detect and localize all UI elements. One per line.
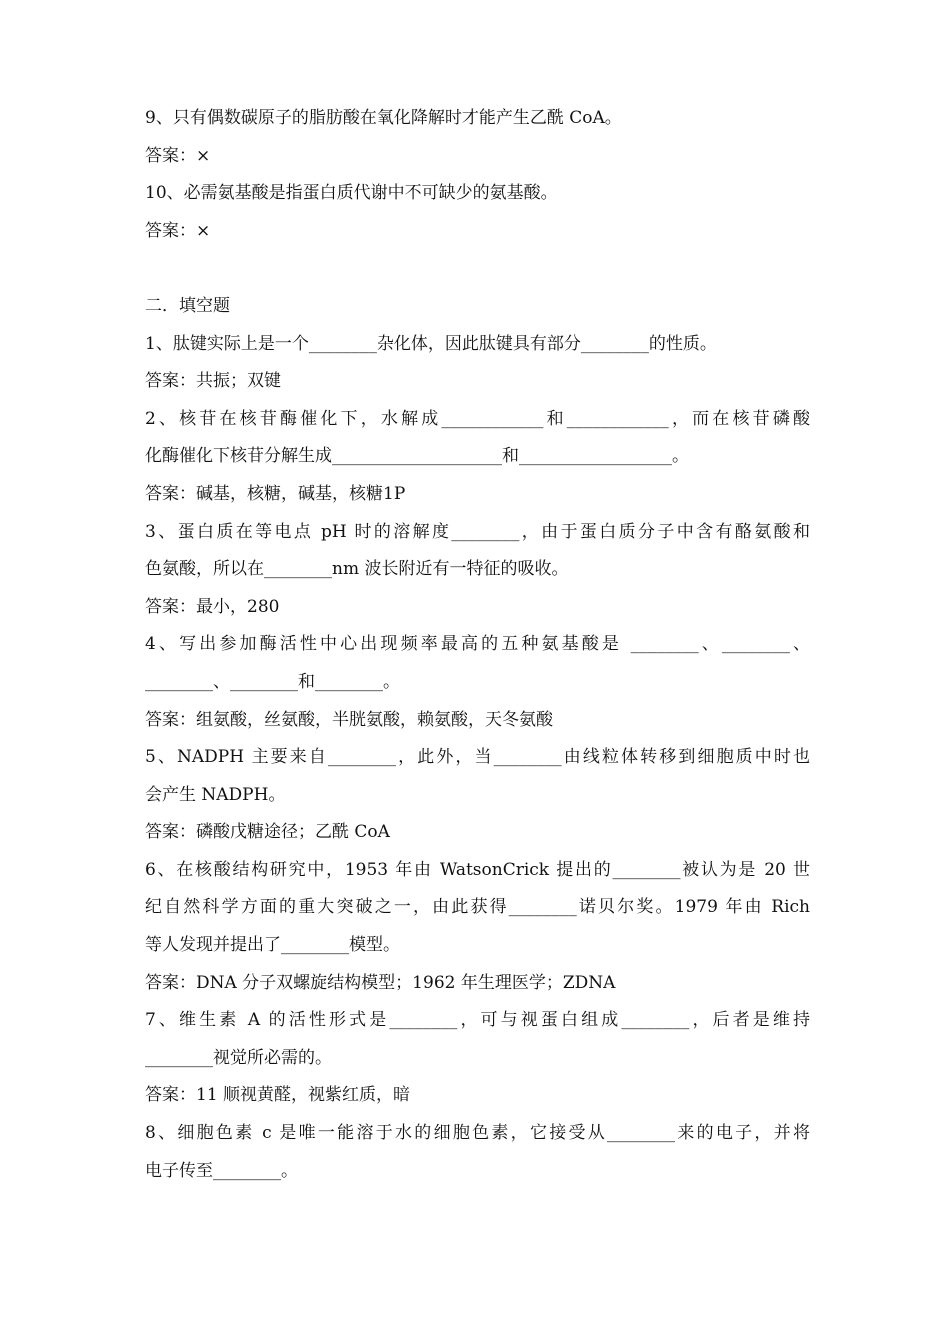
fill-question-5-line-1: 5、NADPH 主要来自________，此外，当________由线粒体转移到细胞质中时也	[145, 747, 810, 768]
section-spacer	[145, 250, 810, 288]
fill-question-8-line-1: 8、细胞色素 c 是唯一能溶于水的细胞色素，它接受从________来的电子，并将	[145, 1123, 810, 1144]
fill-question-4-line-1: 4、写出参加酶活性中心出现频率最高的五种氨基酸是 ________、________、	[145, 634, 810, 655]
fill-question-6-line-2: 纪自然科学方面的重大突破之一，由此获得________诺贝尔奖。1979 年由 Rich	[145, 897, 810, 918]
fill-answer-7: 答案：11 顺视黄醛，视紫红质，暗	[145, 1085, 411, 1106]
document-body	[145, 100, 810, 1190]
fill-question-3-line-2: 色氨酸，所以在________nm 波长附近有一特征的吸收。	[145, 559, 569, 580]
question-10: 10、必需氨基酸是指蛋白质代谢中不可缺少的氨基酸。	[145, 183, 558, 204]
fill-question-2-line-1: 2、核苷在核苷酶催化下，水解成____________和____________，而在核苷磷酸	[145, 408, 810, 429]
fill-question-6-line-1: 6、在核酸结构研究中，1953 年由 WatsonCrick 提出的________被认为是 20 世	[145, 859, 810, 880]
fill-question-3-line-1: 3、蛋白质在等电点 pH 时的溶解度________，由于蛋白质分子中含有酪氨酸和	[145, 521, 810, 542]
fill-question-8-line-2: 电子传至________。	[145, 1160, 298, 1181]
fill-answer-4: 答案：组氨酸，丝氨酸，半胱氨酸，赖氨酸，天冬氨酸	[145, 709, 553, 730]
fill-answer-5: 答案：磷酸戊糖途径；乙酰 CoA	[145, 822, 390, 843]
fill-answer-3: 答案：最小，280	[145, 596, 280, 617]
fill-answer-2: 答案：碱基，核糖，碱基，核糖1P	[145, 483, 406, 504]
answer-9: 答案：×	[145, 145, 211, 166]
fill-question-2-line-2: 化酶催化下核苷分解生成____________________和__________________。	[145, 446, 689, 467]
fill-question-7-line-1: 7、维生素 A 的活性形式是________，可与视蛋白组成________，后者是维持	[145, 1010, 810, 1031]
fill-question-6-line-3: 等人发现并提出了________模型。	[145, 935, 400, 956]
fill-question-1: 1、肽键实际上是一个________杂化体，因此肽键具有部分________的性质。	[145, 333, 717, 354]
fill-answer-6: 答案：DNA 分子双螺旋结构模型；1962 年生理医学；ZDNA	[145, 972, 616, 993]
fill-question-7-line-2: ________视觉所必需的。	[145, 1047, 332, 1068]
fill-question-5-line-2: 会产生 NADPH。	[145, 784, 286, 805]
fill-question-4-line-2: ________、________和________。	[145, 671, 400, 692]
answer-10: 答案：×	[145, 220, 211, 241]
fill-answer-1: 答案：共振；双键	[145, 371, 281, 392]
question-9: 9、只有偶数碳原子的脂肪酸在氧化降解时才能产生乙酰 CoA。	[145, 108, 622, 128]
section-heading: 二．填空题	[145, 295, 230, 316]
